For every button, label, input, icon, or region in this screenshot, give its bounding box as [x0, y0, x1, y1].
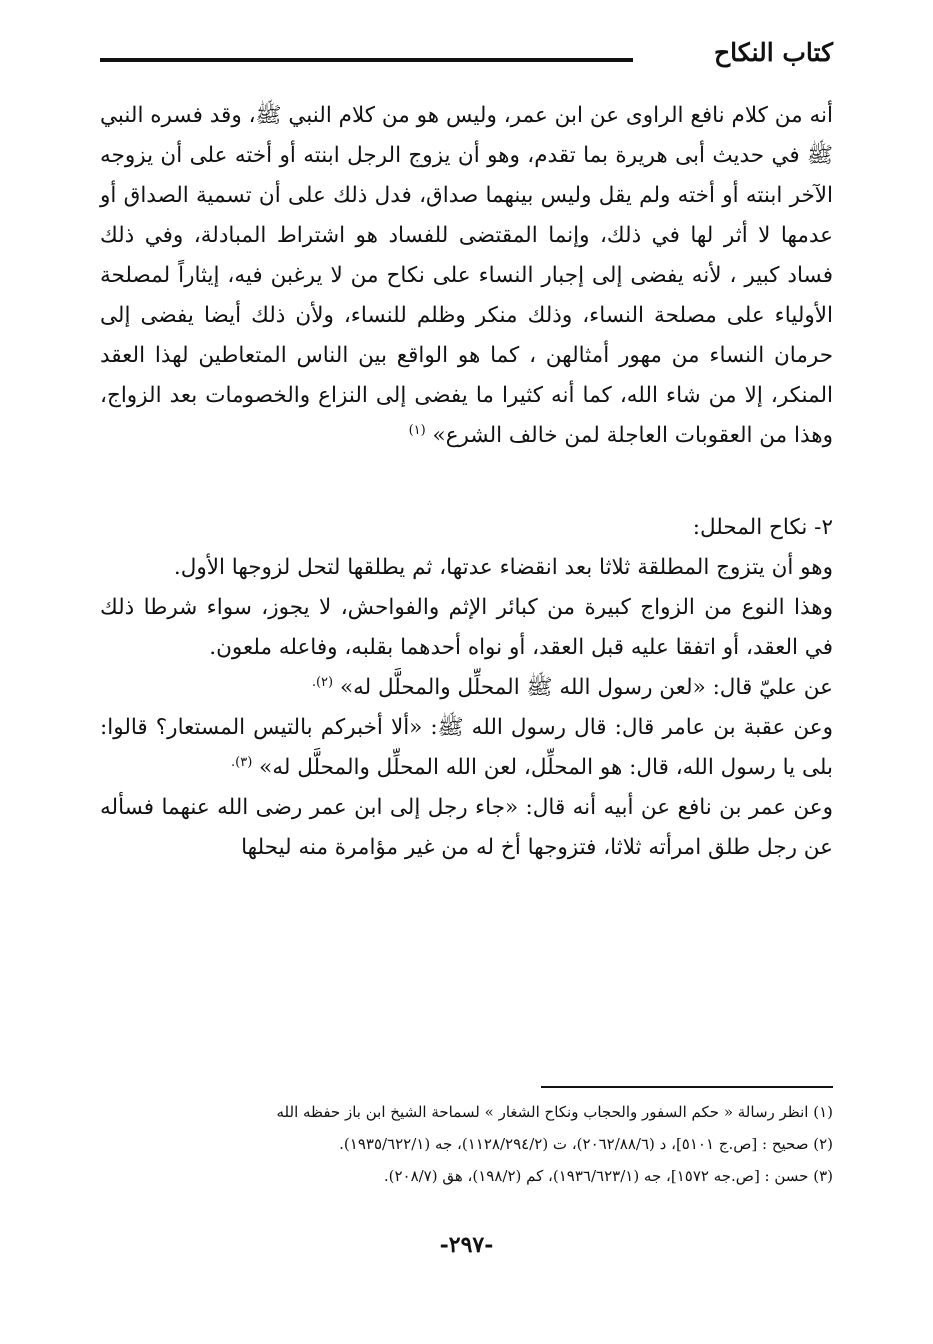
footnote-ref-2: (٢). — [311, 674, 334, 690]
footnote-1: (١) انظر رسالة « حكم السفور والحجاب ونكاح الشغار » لسماحة الشيخ ابن باز حفظه الله — [276, 1103, 833, 1121]
footnote-2: (٢) صحيح : [ص.ج ٥١٠١]، د (٢٠٦٢/٨٨/٦)، ت (١١٢٨/٢٩٤/٢)، جه (١٩٣٥/٦٢٢/١). — [339, 1135, 833, 1153]
paragraph-hadith-nafi — [100, 788, 833, 868]
paragraph-continuation — [100, 96, 833, 456]
paragraph-hadith-uqba — [100, 708, 833, 788]
chapter-title: كتاب النكاح — [714, 38, 833, 67]
paragraph-ruling — [100, 588, 833, 668]
paragraph-text: أنه من كلام نافع الراوى عن ابن عمر، وليس هو من كلام النبي ﷺ، وقد فسره النبي ﷺ في حديث أبى هريرة بما تقدم، وهو أن يزوج الرجل ابنته أو أخته على أن يزوجه الآخر ابنته أو أخته ولم يقل وليس بينهما صداق، فدل ذلك على أن تسمية الصداق أو عدمها لا أثر لها في ذلك، وإنما المقتضى للفساد هو اشتراط المبادلة، وفي ذلك فساد كبير ، لأنه يفضى إلى إجبار النساء على نكاح من لا يرغبن فيه، إيثاراً لمصلحة الأولياء على مصلحة النساء، وذلك منكر وظلم للنساء، ولأن ذلك أيضا يفضى إلى حرمان النساء من مهور أمثالهن ، كما هو الواقع بين الناس المتعاطين لهذا العقد المنكر، إلا من شاء الله، كما أنه كثيرا ما يفضى إلى النزاع والخصومات بعد الزواج، وهذا من العقوبات العاجلة لمن خالف الشرع» — [100, 103, 833, 448]
footnote-ref-3: (٣). — [231, 754, 253, 770]
paragraph-hadith-ali — [100, 668, 833, 708]
footnote-ref-1: (١) — [408, 422, 426, 438]
page-header — [100, 38, 833, 84]
section-gap — [100, 456, 833, 508]
footnotes — [100, 1086, 833, 1192]
footnote-rule — [541, 1086, 833, 1088]
paragraph-text: وعن عمر بن نافع عن أبيه أنه قال: «جاء رجل إلى ابن عمر رضى الله عنهما فسأله عن رجل طلق امرأته ثلاثا، فتزوجها أخ له من غير مؤامرة منه ليحلها — [100, 795, 833, 860]
footnote-3: (٣) حسن : [ص.جه ١٥٧٢]، جه (١٩٣٦/٦٢٣/١)، كم (١٩٨/٢)، هق (٢٠٨/٧). — [383, 1167, 833, 1185]
section-heading: ٢- نكاح المحلل: — [692, 515, 833, 540]
page-number: -٢٩٧- — [439, 1232, 494, 1258]
paragraph-text: وعن عقبة بن عامر قال: قال رسول الله ﷺ: «ألا أخبركم بالتيس المستعار؟ قالوا: بلى يا رسول الله، قال: هو المحلِّل، لعن الله المحلِّل والمحلَّل له» — [100, 715, 833, 780]
footnote-list — [100, 1096, 833, 1192]
paragraph-text: وهذا النوع من الزواج كبيرة من كبائر الإثم والفواحش، لا يجوز، سواء شرطا ذلك في العقد، أو اتفقا عليه قبل العقد، أو نواه أحدهما بقلبه، وفاعله ملعون. — [100, 595, 833, 660]
main-text — [100, 96, 833, 868]
paragraph-definition — [100, 548, 833, 588]
header-rule — [100, 58, 633, 62]
paragraph-text: عن عليّ قال: «لعن رسول الله ﷺ المحلِّل والمحلَّل له» — [339, 675, 833, 700]
paragraph-text: وهو أن يتزوج المطلقة ثلاثا بعد انقضاء عدتها، ثم يطلقها لتحل لزوجها الأول. — [173, 555, 833, 580]
